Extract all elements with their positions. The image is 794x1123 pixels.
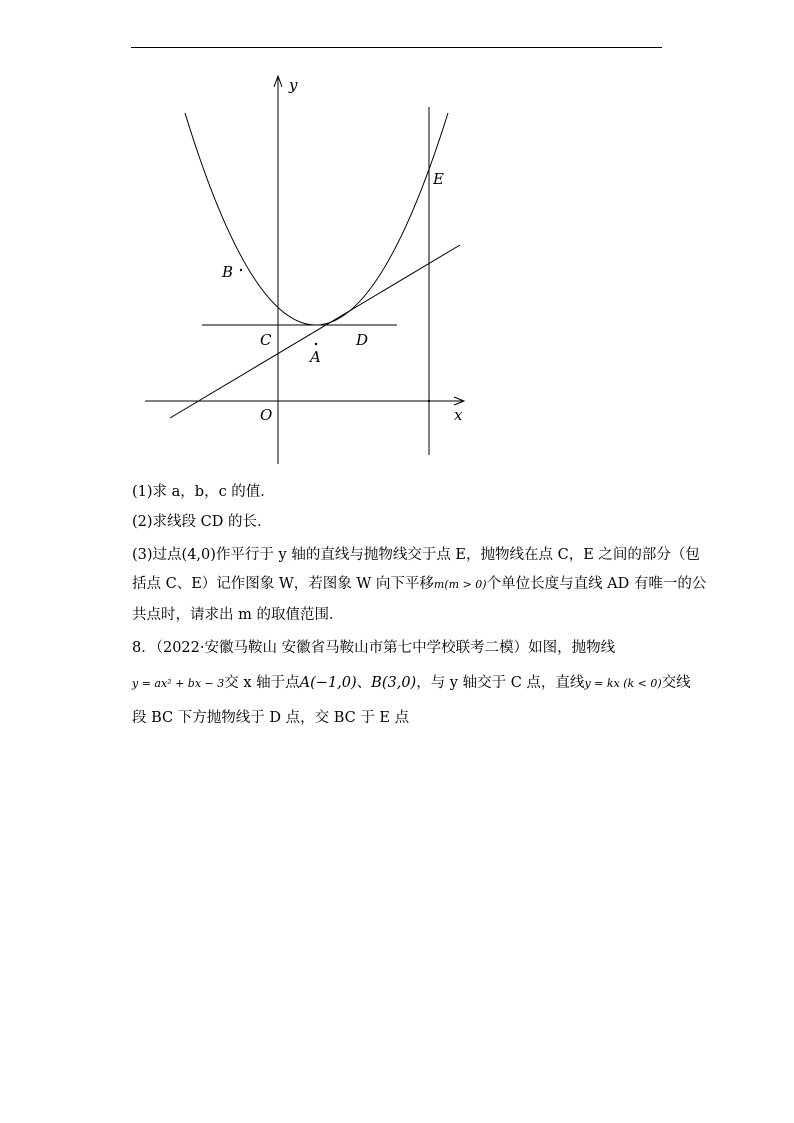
label-origin: O	[260, 406, 273, 424]
point-b-mark	[240, 269, 242, 271]
p8-text-a: 交 x 轴于点	[224, 675, 300, 691]
problem-8-line-3: 段 BC 下方抛物线于 D 点，交 BC 于 E 点	[132, 710, 410, 726]
label-point-a: A	[310, 348, 321, 366]
p8-point-a: A(−1,0)	[299, 675, 357, 691]
point-x4-mark	[428, 400, 430, 402]
q3-formula-m: m(m > 0)	[433, 578, 487, 591]
label-point-b: B	[222, 263, 234, 281]
problem-8-line-1: 8．（2022·安徽马鞍山 安徽省马鞍山市第七中学校联考二模）如图，抛物线	[132, 640, 616, 656]
header-rule	[131, 47, 662, 48]
label-x-axis: x	[454, 406, 463, 424]
problem-8-line-2	[132, 669, 691, 698]
p8-point-b: B(3,0)	[371, 675, 417, 691]
point-a-mark	[315, 343, 317, 345]
label-y-axis: y	[289, 76, 298, 94]
parabola-curve	[185, 113, 448, 325]
figure-svg	[140, 70, 470, 470]
p8-text-b: ，与 y 轴交于 C 点，直线	[416, 675, 585, 691]
p8-text-c: 交线	[661, 675, 691, 691]
label-point-e: E	[433, 170, 444, 188]
line-ad	[170, 245, 460, 418]
question-2: (2)求线段 CD 的长．	[132, 514, 272, 530]
p8-sep: 、	[356, 675, 372, 691]
question-3-line-2	[132, 570, 707, 599]
label-point-d: D	[356, 331, 369, 349]
question-1: (1)求 a，b，c 的值．	[132, 484, 275, 500]
p8-formula-line: y = kx (k < 0)	[584, 677, 662, 690]
parabola-figure	[140, 70, 470, 470]
q3-text-a: 括点 C、E）记作图象 W，若图象 W 向下平移	[132, 576, 434, 592]
question-3-line-1: (3)过点(4,0)作平行于 y 轴的直线与抛物线交于点 E，抛物线在点 C，E 之间的部分（包	[132, 547, 700, 563]
p8-formula-parabola: y = ax² + bx − 3	[132, 677, 225, 690]
q3-text-b: 个单位长度与直线 AD 有唯一的公	[486, 576, 707, 592]
label-point-c: C	[260, 331, 272, 349]
question-3-line-3: 共点时，请求出 m 的取值范围．	[132, 607, 344, 623]
